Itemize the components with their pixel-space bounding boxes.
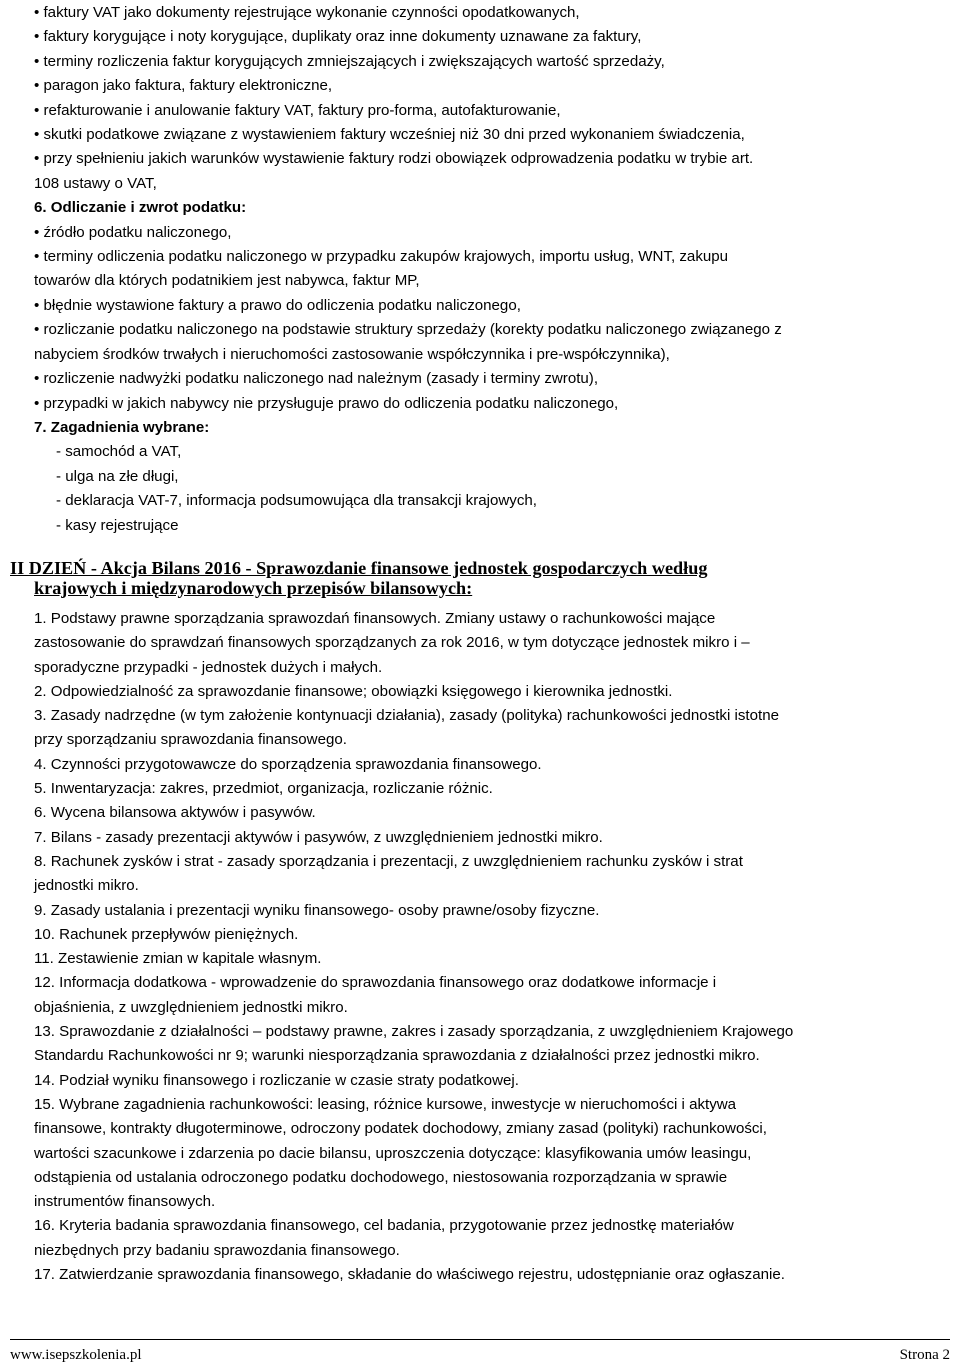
list-item: 5. Inwentaryzacja: zakres, przedmiot, organizacja, rozliczanie różnic. xyxy=(34,780,493,798)
footer-website: www.isepszkolenia.pl xyxy=(10,1347,142,1363)
list-item: 10. Rachunek przepływów pieniężnych. xyxy=(34,925,299,943)
list-item: 4. Czynności przygotowawcze do sporządzenia sprawozdania finansowego. xyxy=(34,755,542,773)
heading-line: II DZIEŃ - Akcja Bilans 2016 - Sprawozdanie finansowe jednostek gospodarczych według xyxy=(10,558,708,578)
list-item: 2. Odpowiedzialność za sprawozdanie finansowe; obowiązki księgowego i kierownika jednostki. xyxy=(34,682,673,700)
list-item: • błędnie wystawione faktury a prawo do odliczenia podatku naliczonego, xyxy=(34,296,521,314)
list-item-continuation: zastosowanie do sprawdzań finansowych sporządzanych za rok 2016, w tym dotyczące jednostek mikro i – xyxy=(34,634,750,652)
list-item: 17. Zatwierdzanie sprawozdania finansowego, składanie do właściwego rejestru, udostępnianie oraz ogłaszanie. xyxy=(34,1266,785,1284)
list-item: 9. Zasady ustalania i prezentacji wyniku finansowego- osoby prawne/osoby fizyczne. xyxy=(34,901,600,919)
list-item-continuation: instrumentów finansowych. xyxy=(34,1193,216,1211)
list-item-continuation: przy sporządzaniu sprawozdania finansowego. xyxy=(34,731,347,749)
list-item: 12. Informacja dodatkowa - wprowadzenie do sprawozdania finansowego oraz dodatkowe informacje i xyxy=(34,974,717,992)
list-item: • skutki podatkowe związane z wystawieniem faktury wcześniej niż 30 dni przed wykonaniem świadczenia, xyxy=(34,126,745,144)
vat-topics-section xyxy=(34,1,950,538)
list-item: • przy spełnieniu jakich warunków wystawienie faktury rodzi obowiązek odprowadzenia podatku w trybie art. xyxy=(34,150,754,168)
list-item: - kasy rejestrujące xyxy=(56,516,179,534)
list-item-continuation: nabyciem środków trwałych i nieruchomości zastosowanie współczynnika i pre-współczynnika), xyxy=(34,345,670,363)
heading-line: krajowych i międzynarodowych przepisów bilansowych: xyxy=(34,578,473,598)
section-heading-7: 7. Zagadnienia wybrane: xyxy=(34,418,210,436)
list-item: 6. Wycena bilansowa aktywów i pasywów. xyxy=(34,804,316,822)
list-item: • faktury VAT jako dokumenty rejestrujące wykonanie czynności opodatkowanych, xyxy=(34,4,580,21)
list-item-continuation: finansowe, kontrakty długoterminowe, odroczony podatek dochodowy, zmiany zasad (polityki) rachunkowości, xyxy=(34,1120,767,1138)
list-item-continuation: odstąpienia od ustalania odroczonego podatku dochodowego, niestosowania rozporządzania w sprawie xyxy=(34,1168,728,1186)
list-item: 13. Sprawozdanie z działalności – podstawy prawne, zakres i zasady sporządzania, z uwzględnieniem Krajowego xyxy=(34,1023,794,1041)
list-item: • paragon jako faktura, faktury elektroniczne, xyxy=(34,77,333,95)
list-item: 14. Podział wyniku finansowego i rozliczanie w czasie straty podatkowej. xyxy=(34,1071,519,1089)
list-item: 7. Bilans - zasady prezentacji aktywów i pasywów, z uwzględnieniem jednostki mikro. xyxy=(34,828,603,846)
list-item: 15. Wybrane zagadnienia rachunkowości: leasing, różnice kursowe, inwestycje w nieruchomości i aktywa xyxy=(34,1095,737,1113)
list-item: • terminy rozliczenia faktur korygujących zmniejszających i zwiększających wartość sprzedaży, xyxy=(34,52,665,70)
list-item: 16. Kryteria badania sprawozdania finansowego, cel badania, przygotowanie przez jednostkę materiałów xyxy=(34,1217,734,1235)
list-item-continuation: jednostki mikro. xyxy=(34,877,139,895)
list-item: - deklaracja VAT-7, informacja podsumowująca dla transakcji krajowych, xyxy=(56,492,537,510)
list-item: • rozliczenie nadwyżki podatku naliczonego nad należnym (zasady i terminy zwrotu), xyxy=(34,370,599,388)
list-item-continuation: sporadyczne przypadki - jednostek dużych i małych. xyxy=(34,658,383,676)
list-item: • źródło podatku naliczonego, xyxy=(34,223,232,241)
section-heading-6: 6. Odliczanie i zwrot podatku: xyxy=(34,199,247,217)
list-item: • rozliczanie podatku naliczonego na podstawie struktury sprzedaży (korekty podatku naliczonego związanego z xyxy=(34,321,782,339)
footer-divider xyxy=(10,1339,950,1340)
list-item-continuation: 108 ustawy o VAT, xyxy=(34,174,157,192)
list-item: - ulga na złe długi, xyxy=(56,467,179,485)
footer-page-number: Strona 2 xyxy=(899,1347,950,1363)
list-item-continuation: towarów dla których podatnikiem jest nabywca, faktur MP, xyxy=(34,272,420,290)
list-item: 8. Rachunek zysków i strat - zasady sporządzania i prezentacji, z uwzględnieniem rachunku zysków i strat xyxy=(34,852,743,870)
list-item: • terminy odliczenia podatku naliczonego w przypadku zakupów krajowych, importu usług, WNT, zakupu xyxy=(34,248,729,266)
list-item: 3. Zasady nadrzędne (w tym założenie kontynuacji działania), zasady (polityka) rachunkowości jednostki istotne xyxy=(34,707,779,725)
list-item-continuation: objaśnienia, z uwzględnieniem jednostki mikro. xyxy=(34,998,348,1016)
list-item: 11. Zestawienie zmian w kapitale własnym. xyxy=(34,950,322,968)
list-item: 1. Podstawy prawne sporządzania sprawozdań finansowych. Zmiany ustawy o rachunkowości mające xyxy=(34,610,716,627)
list-item: • przypadki w jakich nabywcy nie przysługuje prawo do odliczenia podatku naliczonego, xyxy=(34,394,619,412)
list-item: • refakturowanie i anulowanie faktury VAT, faktury pro-forma, autofakturowanie, xyxy=(34,101,561,119)
list-item-continuation: wartości szacunkowe i zdarzenia po dacie bilansu, uproszczenia dotyczące: klasyfikowania umów leasingu, xyxy=(34,1144,752,1162)
list-item-continuation: niezbędnych przy badaniu sprawozdania finansowego. xyxy=(34,1241,400,1259)
day-two-heading xyxy=(10,558,950,598)
list-item: - samochód a VAT, xyxy=(56,443,182,461)
list-item: • faktury korygujące i noty korygujące, duplikaty oraz inne dokumenty uznawane za faktury, xyxy=(34,28,642,46)
financial-statements-section xyxy=(34,607,950,1287)
list-item-continuation: Standardu Rachunkowości nr 9; warunki niesporządzania sprawozdania z działalności przez jednostki mikro. xyxy=(34,1047,760,1065)
